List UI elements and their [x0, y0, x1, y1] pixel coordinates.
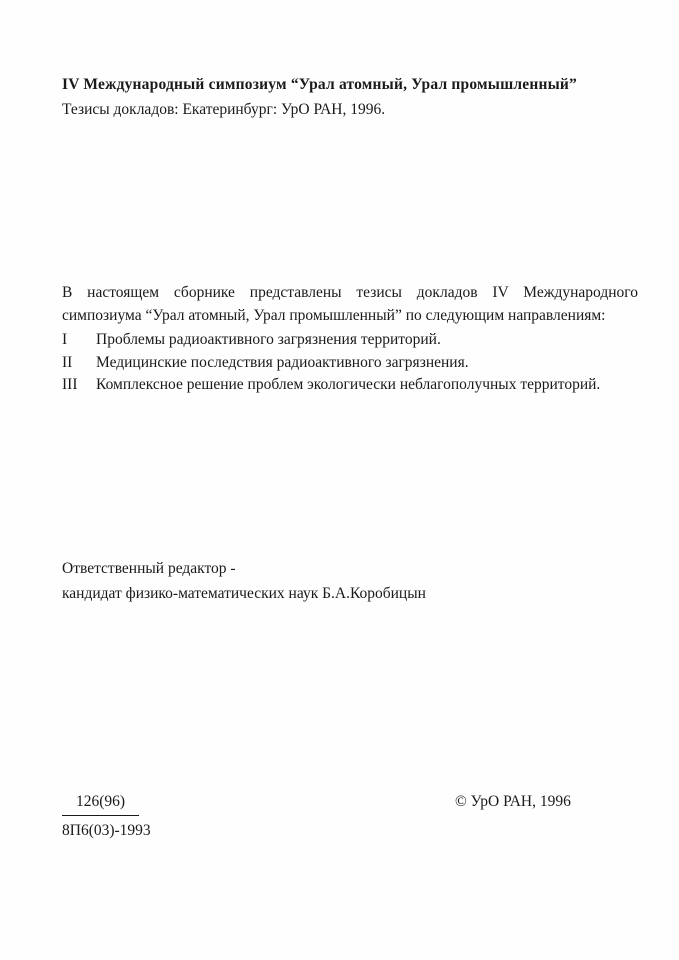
- direction-item: [62, 374, 638, 397]
- direction-numeral: I: [62, 331, 68, 348]
- direction-numeral: III: [62, 376, 78, 393]
- direction-numeral: II: [62, 353, 73, 371]
- catalog-codes: [62, 789, 151, 843]
- symposium-title: IV Международный симпозиум “Урал атомный, Урал промышленный”: [62, 76, 577, 93]
- directions-list: [62, 329, 638, 397]
- publication-info: Тезисы докладов: Екатеринбург: УрО РАН, 1996.: [62, 101, 386, 118]
- direction-text: Проблемы радиоактивного загрязнения территорий.: [96, 331, 441, 348]
- editor-name-line: кандидат физико-математических наук Б.А.Коробицын: [62, 585, 426, 602]
- editor-role-line: Ответственный редактор -: [62, 560, 236, 577]
- abstract-intro-text: В настоящем сборнике представлены тезисы докладов IV Международного симпозиума “Урал атомный, Урал промышленный” по следующим направлениям:: [62, 284, 638, 324]
- title-block: [62, 72, 629, 122]
- direction-text: Медицинские последствия радиоактивного загрязнения.: [96, 353, 469, 371]
- udc-code: 126(96): [62, 789, 139, 816]
- bbk-code: 8П6(03)-1993: [62, 822, 151, 839]
- direction-text: Комплексное решение проблем экологически неблагополучных территорий.: [96, 376, 601, 393]
- editor-block: [62, 556, 629, 606]
- abstract-block: [62, 281, 638, 397]
- direction-item: [62, 352, 638, 375]
- copyright-notice: © УрО РАН, 1996: [455, 793, 571, 810]
- direction-item: [62, 329, 638, 352]
